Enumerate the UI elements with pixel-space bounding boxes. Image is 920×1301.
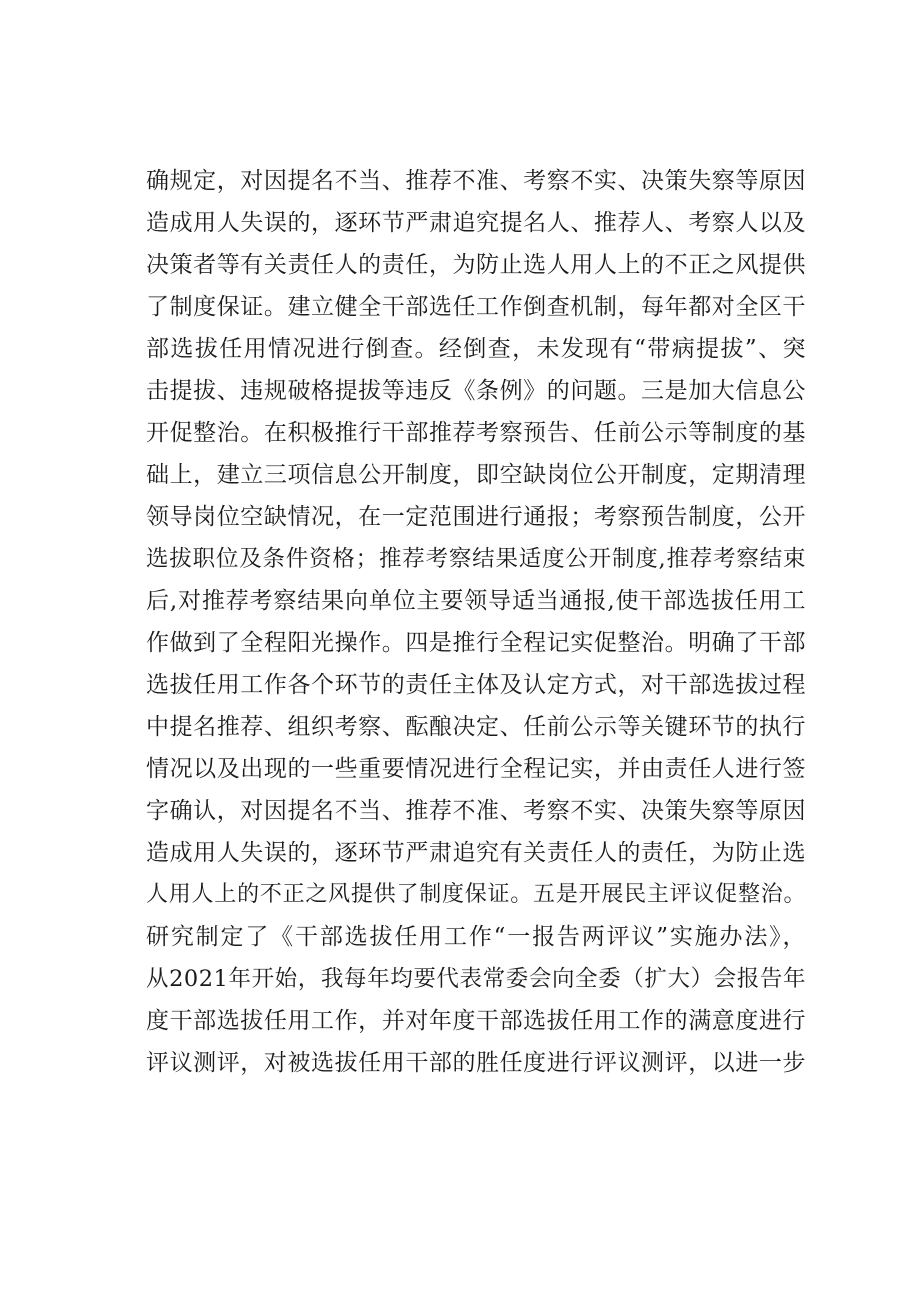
text-line-18: 人用人上的不正之风提供了制度保证。五是开展民主评议促整治。 <box>146 882 806 907</box>
text-line-12: 作做到了全程阳光操作。四是推行全程记实促整治。明确了干部 <box>146 630 806 656</box>
body-text <box>146 160 806 1084</box>
text-line-11: 后,对推荐考察结果向单位主要领导适当通报,使干部选拔任用工 <box>146 588 806 614</box>
text-line-7: 开促整治。在积极推行干部推荐考察预告、任前公示等制度的基 <box>146 420 806 446</box>
text-line-2: 造成用人失误的，逐环节严肃追究提名人、推荐人、考察人以及 <box>146 210 806 236</box>
text-line-15: 情况以及出现的一些重要情况进行全程记实，并由责任人进行签 <box>146 756 806 782</box>
text-line-10: 选拔职位及条件资格；推荐考察结果适度公开制度,推荐考察结束 <box>146 546 806 572</box>
text-line-1: 确规定，对因提名不当、推荐不准、考察不实、决策失察等原因 <box>146 168 806 194</box>
text-line-16: 字确认，对因提名不当、推荐不准、考察不实、决策失察等原因 <box>146 798 806 824</box>
text-line-20: 从2021年开始，我每年均要代表常委会向全委（扩大）会报告年 <box>146 966 806 992</box>
text-line-14: 中提名推荐、组织考察、酝酿决定、任前公示等关键环节的执行 <box>146 714 806 740</box>
text-line-3: 决策者等有关责任人的责任，为防止选人用人上的不正之风提供 <box>146 252 806 278</box>
text-line-17: 造成用人失误的，逐环节严肃追究有关责任人的责任，为防止选 <box>146 840 806 866</box>
text-line-13: 选拔任用工作各个环节的责任主体及认定方式，对干部选拔过程 <box>146 672 806 698</box>
text-line-5: 部选拔任用情况进行倒查。经倒查，未发现有“带病提拔”、突 <box>146 336 806 362</box>
text-line-19: 研究制定了《干部选拔任用工作“一报告两评议”实施办法》， <box>146 924 806 950</box>
text-line-6: 击提拔、违规破格提拔等违反《条例》的问题。三是加大信息公 <box>146 378 806 404</box>
text-line-22: 评议测评，对被选拔任用干部的胜任度进行评议测评，以进一步 <box>146 1050 806 1076</box>
text-line-21: 度干部选拔任用工作，并对年度干部选拔任用工作的满意度进行 <box>146 1008 806 1034</box>
text-line-8: 础上，建立三项信息公开制度，即空缺岗位公开制度，定期清理 <box>146 462 806 488</box>
text-line-9: 领导岗位空缺情况，在一定范围进行通报；考察预告制度，公开 <box>146 504 806 530</box>
text-line-4: 了制度保证。建立健全干部选任工作倒查机制，每年都对全区干 <box>146 294 806 320</box>
